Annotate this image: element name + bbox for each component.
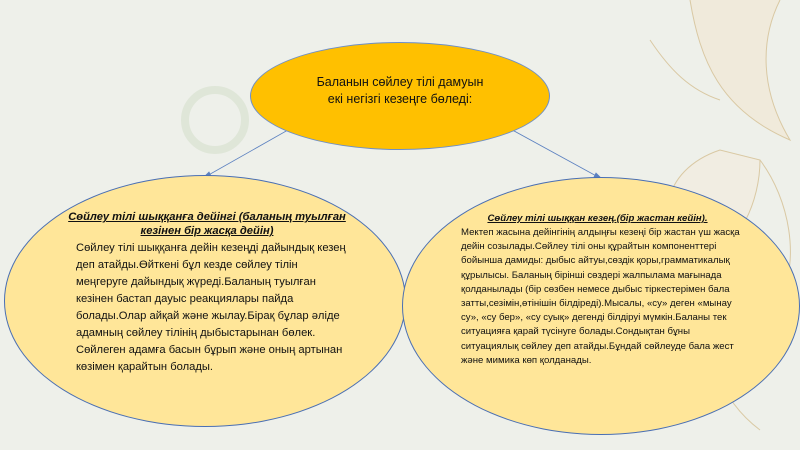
prespeech-stage-title: Сөйлеу тілі шыққанға дейінгі (баланың туылған кезінен бір жасқа дейін): [68, 211, 346, 237]
speech-stage-title: Сөйлеу тілі шыққан кезең.(бір жастан кейін).: [487, 213, 708, 224]
prespeech-stage-body: [62, 240, 352, 376]
main-topic-line2: екі негізгі кезеңге бөледі:: [327, 92, 473, 106]
main-topic-text: [280, 74, 520, 108]
watermark-logo: [185, 90, 245, 150]
main-topic-line1: Баланын сөйлеу тілі дамуын: [316, 75, 484, 89]
prespeech-stage-paragraph-2: Сөйлеген адамға басын бұрып және оның артынан көзімен қарайтын болады.: [76, 344, 343, 373]
speech-stage-body: Мектеп жасына дейінгінің алдыңғы кезеңі бір жастан үш жасқа дейін созылады.Сөйлеу тілі оны құрайтын компоненттері бойынша дамиды: дыбыс айтуы,сөздік қоры,грамматикалық құрылысы. Баланың бірінші сөздері жалпылама мағынада қолданылады (бір сөзбен немесе дыбыс тіркестерімен бала затты,сезімін,өтінішін білдіреді).Мысалы, «су» деген «мынау су», «су бер», «су суық» дегенді білдіруі мүмкін.Баланы тек ситуацияға қарай түсінуге болады.Сондықтан бұны ситуациялық сөйлеу деп атайды.Бұндай сөйлеуде бала жест және мимика көп қолданады.: [461, 227, 740, 366]
prespeech-stage-text: [62, 210, 352, 376]
speech-stage-text: [455, 212, 740, 368]
prespeech-stage-paragraph: Сөйлеу тілі шыққанға дейін кезеңді дайындық кезең деп атайды.Өйткені бұл кезде сөйлеу тілін меңгеруге дайындық жүреді.Баланың туылған кезінен бастап дауыс реакциялары пайда болады.Олар айқай және жылау.Бірақ бұлар әліде адамның сөйлеу тілінің дыбыстарынан бөлек.: [76, 242, 346, 339]
